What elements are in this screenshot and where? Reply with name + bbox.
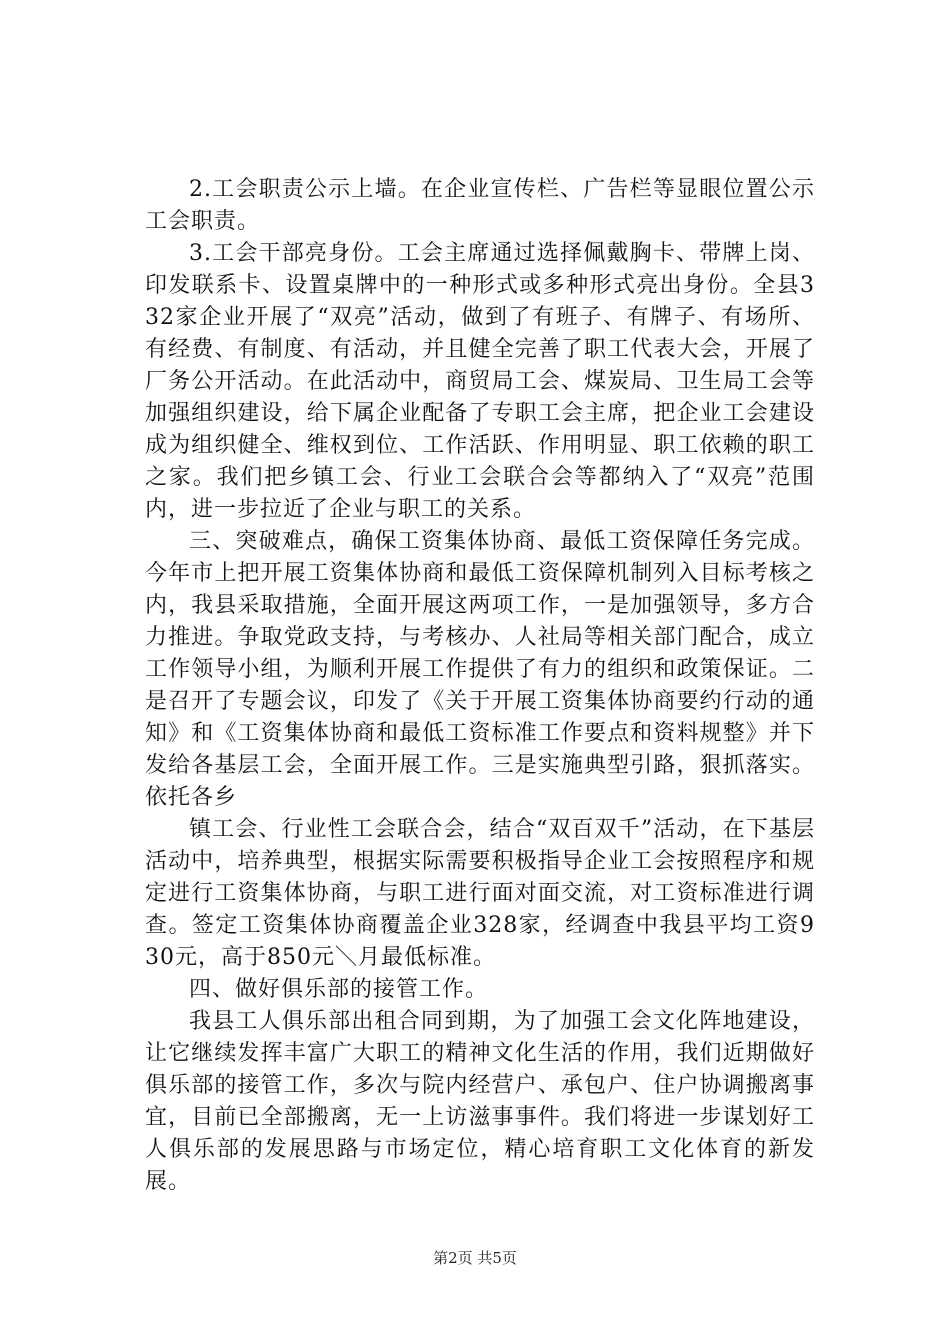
page-footer — [0, 1248, 950, 1268]
paragraph-union-duties: 2.工会职责公示上墙。在企业宣传栏、广告栏等显眼位置公示工会职责。 — [145, 177, 815, 234]
page-number-label: 第2页 共5页 — [433, 1249, 517, 1267]
document-body — [145, 174, 815, 1198]
paragraph-wage-negotiation-cont: 镇工会、行业性工会联合会，结合“双百双千”活动，在下基层活动中，培养典型，根据实际需要积极指导企业工会按照程序和规定进行工资集体协商，与职工进行面对面交流，对工资标准进行调查。签定工资集体协商覆盖企业328家，经调查中我县平均工资930元，高于850元＼月最低标准。 — [145, 817, 815, 970]
section-heading-club-takeover: 四、做好俱乐部的接管工作。 — [189, 977, 489, 1002]
paragraph-union-cadre-identity: 3.工会干部亮身份。工会主席通过选择佩戴胸卡、带牌上岗、印发联系卡、设置桌牌中的一种形式或多种形式亮出身份。全县332家企业开展了“双亮”活动，做到了有班子、有牌子、有场所、有经费、有制度、有活动，并且健全完善了职工代表大会，开展了厂务公开活动。在此活动中，商贸局工会、煤炭局、卫生局工会等加强组织建设，给下属企业配备了专职工会主席，把企业工会建设成为组织健全、维权到位、工作活跃、作用明显、职工依赖的职工之家。我们把乡镇工会、行业工会联合会等都纳入了“双亮”范围内，进一步拉近了企业与职工的关系。 — [145, 241, 815, 522]
paragraph-wage-negotiation: 三、突破难点，确保工资集体协商、最低工资保障任务完成。今年市上把开展工资集体协商和最低工资保障机制列入目标考核之内，我县采取措施，全面开展这两项工作，一是加强领导，多方合力推进。争取党政支持，与考核办、人社局等相关部门配合，成立工作领导小组，为顺利开展工作提供了有力的组织和政策保证。二是召开了专题会议，印发了《关于开展工资集体协商要约行动的通知》和《工资集体协商和最低工资标准工作要点和资料规整》并下发给各基层工会，全面开展工作。三是实施典型引路，狠抓落实。依托各乡 — [145, 529, 815, 810]
paragraph-club-takeover: 我县工人俱乐部出租合同到期，为了加强工会文化阵地建设，让它继续发挥丰富广大职工的精神文化生活的作用，我们近期做好俱乐部的接管工作，多次与院内经营户、承包户、住户协调搬离事宜，目前已全部搬离，无一上访滋事事件。我们将进一步谋划好工人俱乐部的发展思路与市场定位，精心培育职工文化体育的新发展。 — [145, 1009, 815, 1194]
